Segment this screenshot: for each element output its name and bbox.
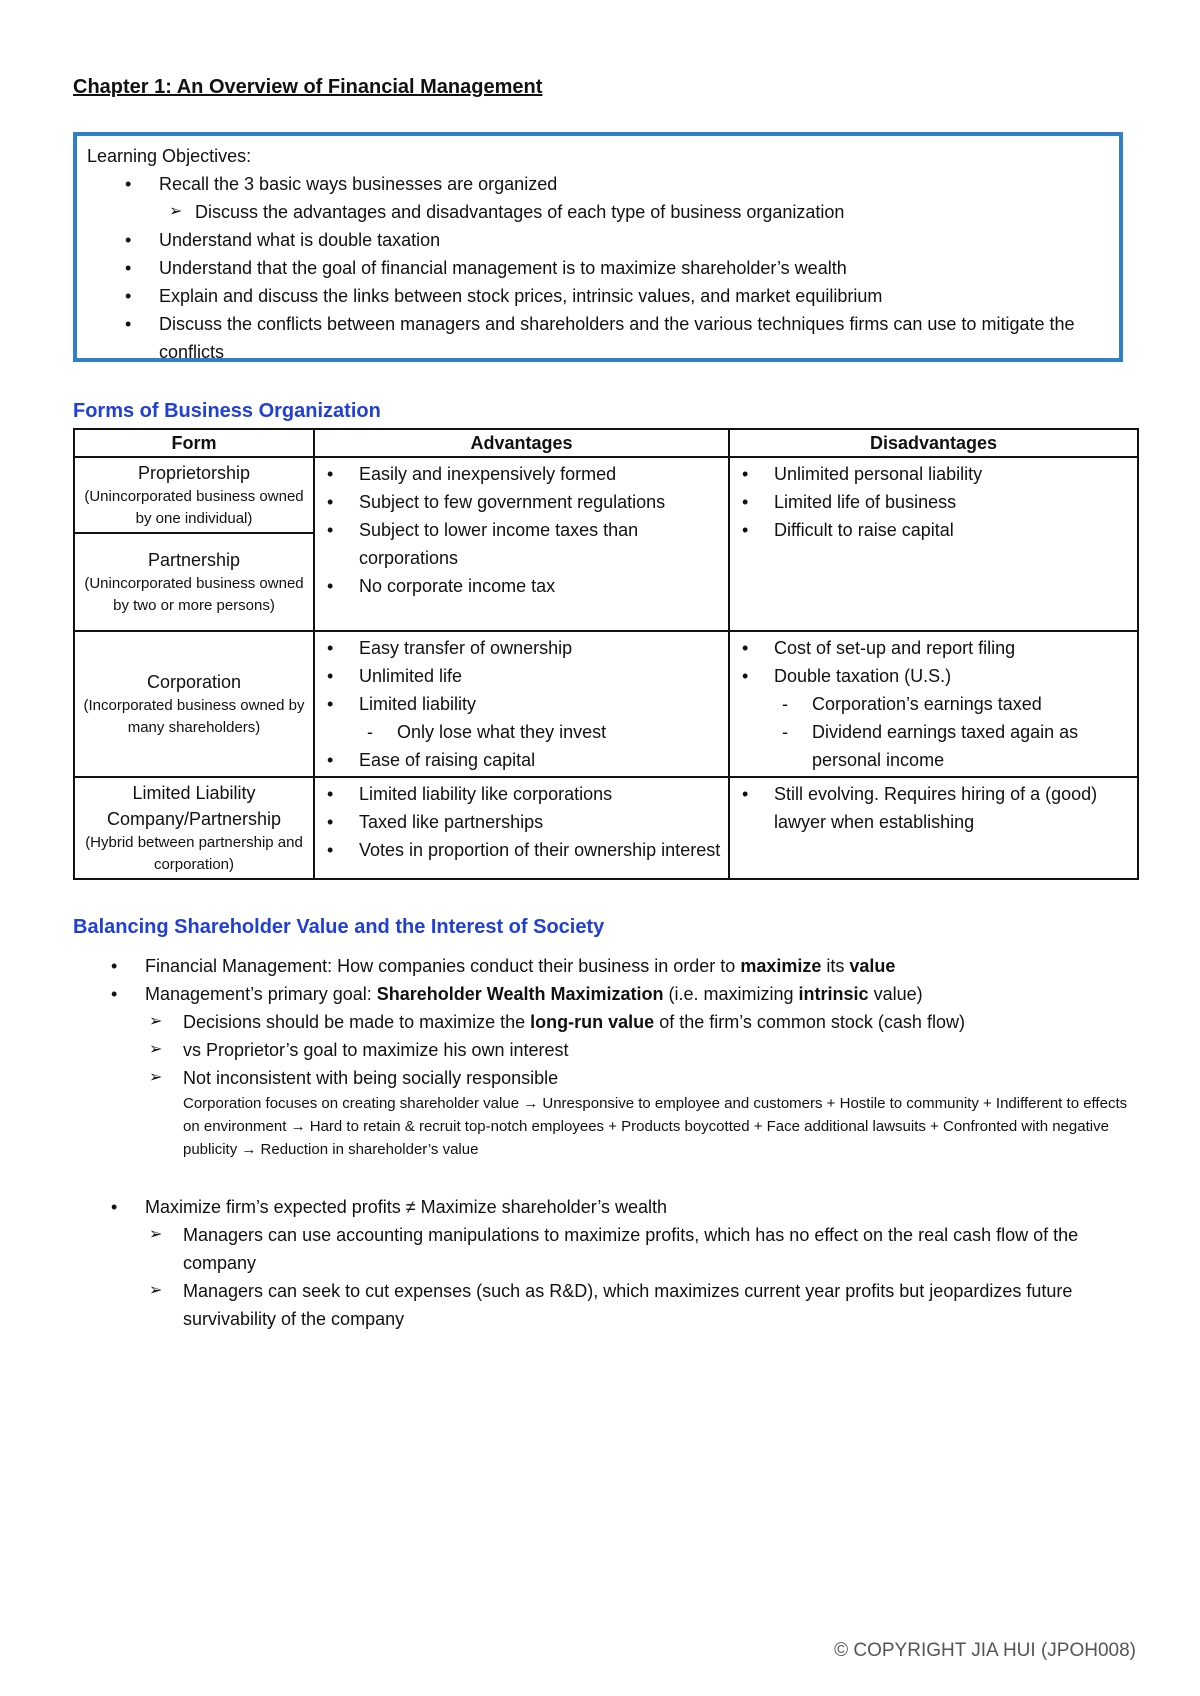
- list-subitem: ➢ Decisions should be made to maximize the long-run value of the firm’s common stock (cash flow): [73, 1008, 1137, 1036]
- form-partnership: [74, 533, 314, 631]
- list-subitem: - Corporation’s earnings taxed: [736, 690, 1131, 718]
- form-description: (Hybrid between partnership and corporation): [85, 834, 303, 873]
- list-subitem: - Dividend earnings taxed again as personal income: [736, 718, 1131, 774]
- balancing-heading: Balancing Shareholder Value and the Interest of Society: [73, 916, 605, 938]
- list-item: • Ease of raising capital: [321, 746, 722, 774]
- list-item: • Unlimited personal liability: [736, 460, 1131, 488]
- list-item: • Subject to lower income taxes than corporations: [321, 516, 722, 572]
- table-row: [74, 631, 1138, 777]
- chapter-title: Chapter 1: An Overview of Financial Management: [73, 76, 543, 98]
- form-description: (Incorporated business owned by many shareholders): [83, 697, 305, 736]
- list-item: • Double taxation (U.S.): [736, 662, 1131, 690]
- balancing-section: [73, 952, 1137, 1333]
- header-form: Form: [74, 429, 314, 457]
- table-row: [74, 777, 1138, 879]
- list-item: • Limited liability like corporations: [321, 780, 722, 808]
- social-responsibility-note: Corporation focuses on creating shareholder value → Unresponsive to employee and customers + Hostile to community + Indifferent to effects on environment → Hard to retain & recruit top-notch employees + Products boycotted + Face additional lawsuits + Confronted with negative publicity → Reduction in shareholder’s value: [183, 1095, 1128, 1158]
- list-item: • Difficult to raise capital: [736, 516, 1131, 544]
- list-item: • Still evolving. Requires hiring of a (good) lawyer when establishing: [736, 780, 1131, 836]
- disadvantages-cell: [729, 777, 1138, 879]
- form-llc: [74, 777, 314, 879]
- list-item: • Limited liability: [321, 690, 722, 718]
- list-subitem: - Only lose what they invest: [321, 718, 722, 746]
- objective-item: • Understand that the goal of financial management is to maximize shareholder’s wealth: [87, 254, 1109, 282]
- objectives-list: [87, 170, 1109, 366]
- copyright-footer: © COPYRIGHT JIA HUI (JPOH008): [834, 1640, 1136, 1661]
- list-item: • Unlimited life: [321, 662, 722, 690]
- objective-item: • Understand what is double taxation: [87, 226, 1109, 254]
- list-subitem: ➢ Managers can use accounting manipulations to maximize profits, which has no effect on the real cash flow of the company: [73, 1221, 1137, 1277]
- list-item: • Financial Management: How companies conduct their business in order to maximize its value: [73, 952, 1137, 980]
- list-item: • Maximize firm’s expected profits ≠ Maximize shareholder’s wealth: [73, 1193, 1137, 1221]
- header-advantages: Advantages: [314, 429, 729, 457]
- form-name: Proprietorship: [137, 463, 251, 483]
- objective-subitem: ➢ Discuss the advantages and disadvantages of each type of business organization: [87, 198, 1109, 226]
- learning-objectives-label: Learning Objectives:: [87, 146, 252, 166]
- list-item: • Subject to few government regulations: [321, 488, 722, 516]
- form-name: Limited Liability Company/Partnership: [106, 783, 282, 829]
- list-item: • Taxed like partnerships: [321, 808, 722, 836]
- form-description: (Unincorporated business owned by one individual): [84, 488, 304, 527]
- objective-item: • Explain and discuss the links between stock prices, intrinsic values, and market equilibrium: [87, 282, 1109, 310]
- form-proprietorship: [74, 457, 314, 533]
- list-subitem: ➢ vs Proprietor’s goal to maximize his own interest: [73, 1036, 1137, 1064]
- table-row: [74, 457, 1138, 533]
- form-name: Partnership: [147, 550, 241, 570]
- form-corporation: [74, 631, 314, 777]
- list-item: • Cost of set-up and report filing: [736, 634, 1131, 662]
- disadvantages-cell: [729, 457, 1138, 631]
- advantages-cell: [314, 457, 729, 631]
- list-item: • Management’s primary goal: Shareholder Wealth Maximization (i.e. maximizing intrinsic value): [73, 980, 1137, 1008]
- list-subitem: ➢ Managers can seek to cut expenses (such as R&D), which maximizes current year profits but jeopardizes future survivability of the company: [73, 1277, 1137, 1333]
- advantages-cell: [314, 777, 729, 879]
- objective-item: • Discuss the conflicts between managers and shareholders and the various techniques firms can use to mitigate the conflicts: [87, 310, 1109, 366]
- list-item: • Votes in proportion of their ownership interest: [321, 836, 722, 864]
- disadvantages-cell: [729, 631, 1138, 777]
- list-item: • No corporate income tax: [321, 572, 722, 600]
- list-item: • Limited life of business: [736, 488, 1131, 516]
- header-disadvantages: Disadvantages: [729, 429, 1138, 457]
- list-item: • Easy transfer of ownership: [321, 634, 722, 662]
- objective-item: • Recall the 3 basic ways businesses are organized: [87, 170, 1109, 198]
- table-header-row: [74, 429, 1138, 457]
- learning-objectives-box: [73, 132, 1123, 362]
- forms-heading: Forms of Business Organization: [73, 400, 381, 422]
- list-subitem: ➢ Not inconsistent with being socially responsible: [73, 1064, 1137, 1092]
- advantages-cell: [314, 631, 729, 777]
- forms-table: [73, 428, 1139, 880]
- list-item: • Easily and inexpensively formed: [321, 460, 722, 488]
- form-name: Corporation: [146, 672, 242, 692]
- form-description: (Unincorporated business owned by two or more persons): [84, 575, 304, 614]
